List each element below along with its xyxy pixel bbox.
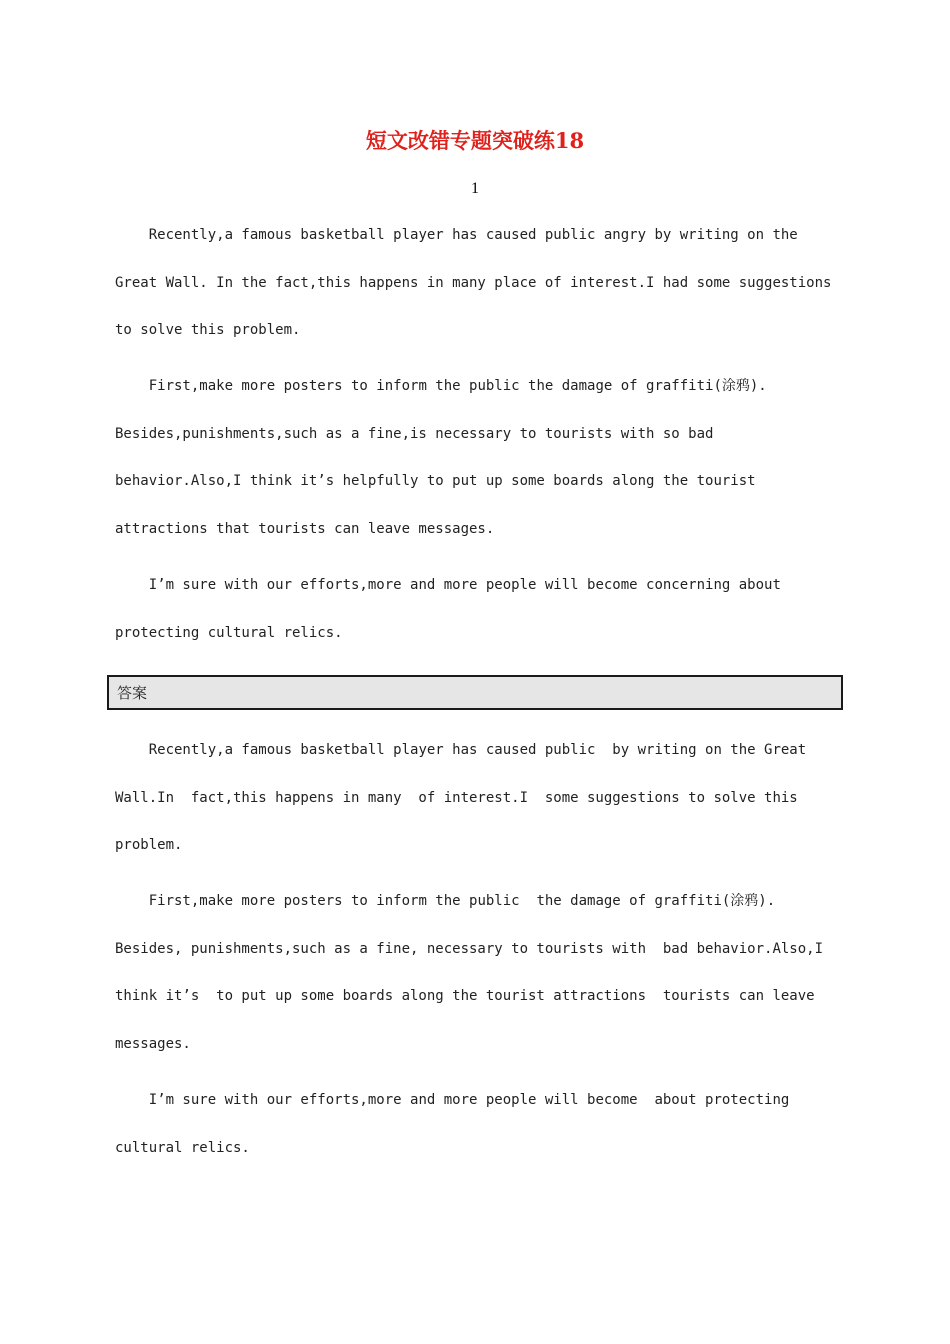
passage-paragraph-1: Recently,a famous basketball player has caused public angry by writing on the Great Wall. In the fact,this happens in many place of interest.I had some suggestions to solve this problem. [115, 227, 832, 339]
page-title: 短文改错专题突破练18 [365, 128, 585, 153]
answer-paragraph-1: Recently,a famous basketball player has caused public by writing on the Great Wall.In fact,this happens in many of interest.I some suggestions to solve this problem. [115, 742, 807, 854]
answer-header-box [107, 675, 843, 710]
question-number: 1 [471, 180, 479, 197]
passage-paragraph-2: First,make more posters to inform the public the damage of graffiti(涂鸦). Besides,punishments,such as a fine,is necessary to tourists with so bad behavior.Also,I think it’s helpfully to put up some boards along the tourist attractions that tourists can leave messages. [115, 378, 767, 537]
passage-paragraph-3: I’m sure with our efforts,more and more people will become concerning about protecting cultural relics. [115, 577, 781, 641]
answer-paragraph-2: First,make more posters to inform the public the damage of graffiti(涂鸦). Besides, punishments,such as a fine, necessary to tourists with bad behavior.Also,I think it’s to put up some boards along the tourist attractions tourists can leave messages. [115, 893, 824, 1052]
answer-label: 答案 [117, 684, 148, 702]
answer-paragraph-3: I’m sure with our efforts,more and more people will become about protecting cultural relics. [115, 1092, 790, 1156]
